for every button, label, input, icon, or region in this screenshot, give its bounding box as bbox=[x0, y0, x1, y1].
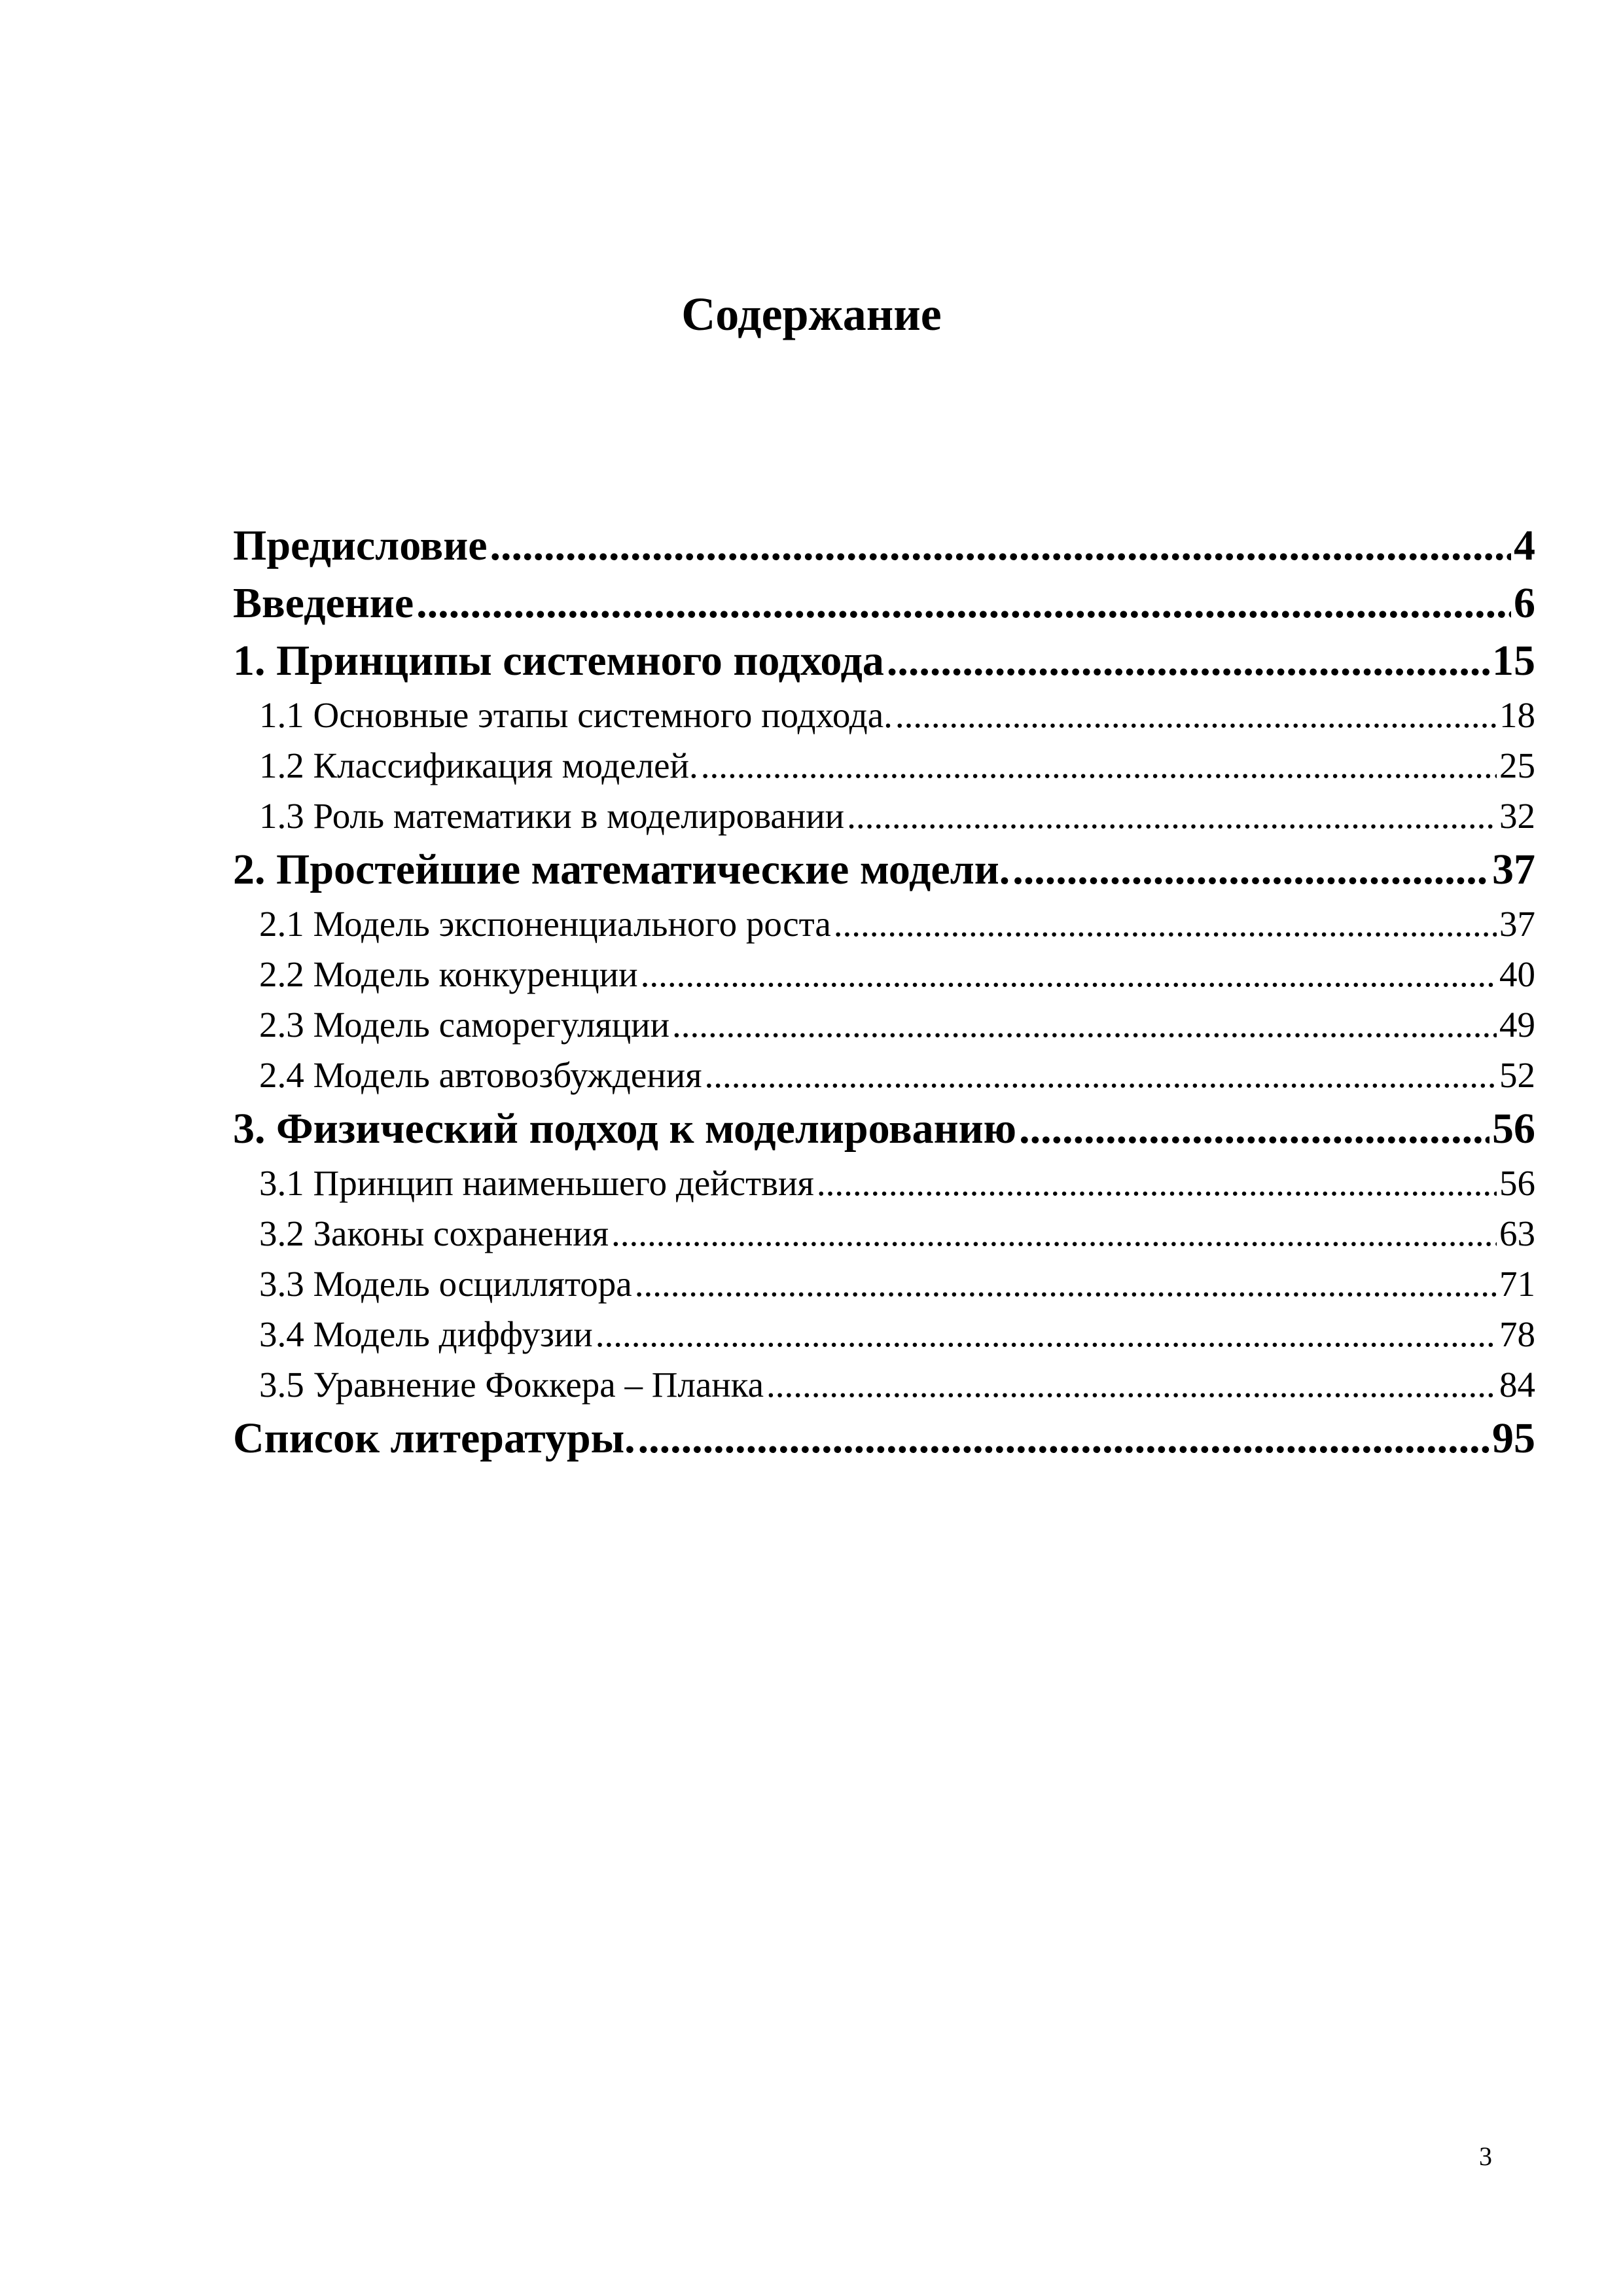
dot-leader bbox=[766, 1359, 1497, 1410]
table-of-contents bbox=[233, 517, 1535, 1467]
dot-leader bbox=[887, 632, 1489, 690]
toc-entry-page: 52 bbox=[1499, 1055, 1535, 1095]
dot-leader bbox=[672, 999, 1497, 1050]
toc-entry-label: 1.2 Классификация моделей. bbox=[259, 745, 698, 785]
toc-entry-page: 84 bbox=[1499, 1365, 1535, 1405]
toc-entry-page: 95 bbox=[1492, 1414, 1535, 1462]
toc-entry-page: 78 bbox=[1499, 1314, 1535, 1354]
dot-leader bbox=[611, 1208, 1497, 1259]
dot-leader bbox=[847, 791, 1497, 841]
page-number: 3 bbox=[1479, 2142, 1492, 2171]
toc-entry-references[interactable] bbox=[233, 1410, 1535, 1467]
toc-entry-label: 3. Физический подход к моделированию bbox=[233, 1105, 1017, 1153]
toc-entry-preface[interactable] bbox=[233, 517, 1535, 575]
toc-entry-page: 37 bbox=[1492, 846, 1535, 893]
toc-entry-page: 37 bbox=[1499, 904, 1535, 944]
toc-entry-label: 2. Простейшие математические модели. bbox=[233, 846, 1010, 893]
toc-entry-section-3-2[interactable] bbox=[233, 1208, 1535, 1259]
toc-entry-label: 2.4 Модель автовозбуждения bbox=[259, 1055, 702, 1095]
toc-entry-label: 3.2 Законы сохранения bbox=[259, 1213, 609, 1253]
toc-entry-label: 1.1 Основные этапы системного подхода. bbox=[259, 695, 893, 735]
toc-entry-label: 2.2 Модель конкуренции bbox=[259, 954, 638, 994]
dot-leader bbox=[1019, 1100, 1489, 1158]
dot-leader bbox=[416, 575, 1511, 632]
dot-leader bbox=[638, 1410, 1489, 1467]
toc-entry-label: Предисловие bbox=[233, 522, 488, 569]
dot-leader bbox=[1012, 841, 1489, 899]
toc-entry-page: 49 bbox=[1499, 1005, 1535, 1045]
toc-entry-page: 40 bbox=[1499, 954, 1535, 994]
toc-entry-section-3-3[interactable] bbox=[233, 1259, 1535, 1309]
toc-entry-page: 56 bbox=[1492, 1105, 1535, 1153]
dot-leader bbox=[641, 949, 1497, 999]
dot-leader bbox=[596, 1309, 1497, 1359]
toc-entry-label: 3.1 Принцип наименьшего действия bbox=[259, 1163, 814, 1203]
toc-entry-page: 4 bbox=[1514, 522, 1535, 569]
dot-leader bbox=[834, 899, 1497, 949]
toc-entry-chapter-3[interactable] bbox=[233, 1100, 1535, 1158]
dot-leader bbox=[895, 690, 1497, 740]
toc-entry-page: 18 bbox=[1499, 695, 1535, 735]
dot-leader bbox=[701, 740, 1497, 791]
toc-entry-section-2-4[interactable] bbox=[233, 1050, 1535, 1100]
toc-entry-page: 6 bbox=[1514, 579, 1535, 627]
toc-entry-introduction[interactable] bbox=[233, 575, 1535, 632]
toc-entry-label: 3.5 Уравнение Фоккера – Планка bbox=[259, 1365, 764, 1405]
toc-entry-page: 15 bbox=[1492, 637, 1535, 685]
toc-entry-chapter-1[interactable] bbox=[233, 632, 1535, 690]
toc-entry-section-3-1[interactable] bbox=[233, 1158, 1535, 1208]
toc-entry-section-1-3[interactable] bbox=[233, 791, 1535, 841]
toc-entry-label: 2.1 Модель экспоненциального роста bbox=[259, 904, 831, 944]
toc-entry-label: 1.3 Роль математики в моделировании bbox=[259, 796, 845, 836]
toc-entry-label: 3.4 Модель диффузии bbox=[259, 1314, 593, 1354]
toc-entry-page: 25 bbox=[1499, 745, 1535, 785]
toc-entry-section-3-5[interactable] bbox=[233, 1359, 1535, 1410]
dot-leader bbox=[635, 1259, 1497, 1309]
toc-entry-section-2-2[interactable] bbox=[233, 949, 1535, 999]
toc-entry-label: 3.3 Модель осциллятора bbox=[259, 1264, 632, 1304]
toc-entry-page: 56 bbox=[1499, 1163, 1535, 1203]
toc-entry-label: Список литературы. bbox=[233, 1414, 635, 1462]
toc-entry-page: 63 bbox=[1499, 1213, 1535, 1253]
toc-entry-section-2-1[interactable] bbox=[233, 899, 1535, 949]
page-title: Содержание bbox=[681, 288, 942, 340]
toc-entry-section-2-3[interactable] bbox=[233, 999, 1535, 1050]
toc-entry-section-3-4[interactable] bbox=[233, 1309, 1535, 1359]
toc-entry-label: 2.3 Модель саморегуляции bbox=[259, 1005, 670, 1045]
toc-entry-section-1-1[interactable] bbox=[233, 690, 1535, 740]
toc-entry-label: 1. Принципы системного подхода bbox=[233, 637, 884, 685]
toc-entry-chapter-2[interactable] bbox=[233, 841, 1535, 899]
dot-leader bbox=[490, 517, 1511, 575]
dot-leader bbox=[705, 1050, 1497, 1100]
toc-entry-page: 32 bbox=[1499, 796, 1535, 836]
toc-entry-section-1-2[interactable] bbox=[233, 740, 1535, 791]
toc-entry-page: 71 bbox=[1499, 1264, 1535, 1304]
toc-entry-label: Введение bbox=[233, 579, 414, 627]
dot-leader bbox=[817, 1158, 1497, 1208]
